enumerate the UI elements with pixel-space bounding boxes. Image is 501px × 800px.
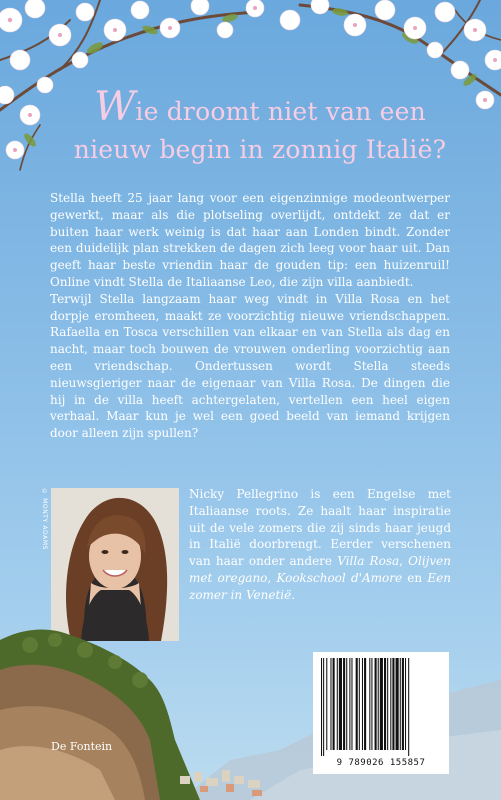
barcode-bar [349, 658, 350, 750]
blurb-paragraph: Stella heeft 25 jaar lang voor een eigenzinnige modeontwerper gewerkt, maar als die plotseling overlijdt, ontdekt ze dat er buiten haar werk weinig is dat haar aan Londen bindt. Zonder een duidelijk plan strekken de dagen zich leeg voor haar uit. Dan geeft haar beste vriendin haar de gouden tip: een huizenruil! Online vindt Stella de Italiaanse Leo, die zijn villa aanbiedt. [50, 191, 450, 289]
bio-book-title: Een zomer in Venetië [189, 570, 451, 602]
barcode-bar [369, 658, 370, 750]
barcode-bar [380, 658, 383, 750]
barcode-bar [396, 658, 399, 750]
barcode-bars [319, 658, 443, 756]
barcode-bar [333, 658, 335, 750]
barcode-bar [362, 658, 363, 750]
tagline-line-1 [40, 84, 480, 131]
barcode-bar [346, 658, 347, 750]
bio-separator: en [402, 570, 428, 585]
barcode-bar [392, 658, 394, 750]
barcode-bar [337, 658, 338, 750]
tagline-initial: W [94, 84, 136, 130]
publisher-name: De Fontein [51, 740, 113, 753]
barcode-bar [384, 658, 386, 750]
bio-end: . [291, 587, 296, 602]
barcode-bar [356, 658, 358, 750]
barcode-bar [321, 658, 322, 756]
bio-separator: , [267, 570, 277, 585]
bio-text: Nicky Pellegrino is een Engelse met Italiaanse roots. Ze haalt haar inspiratie uit de vele zomers die zij sinds haar jeugd in Italië doorbrengt. Eerder verschenen van haar onder andere [189, 487, 451, 569]
barcode-bar [387, 658, 388, 750]
barcode-bar [326, 658, 327, 750]
barcode-bar [400, 658, 401, 750]
barcode-bar [351, 658, 352, 750]
barcode-bar [378, 658, 379, 750]
tagline-line-2: nieuw begin in zonnig Italië? [73, 135, 447, 164]
barcode-bar [371, 658, 372, 750]
blurb-paragraph: Terwijl Stella langzaam haar weg vindt in Villa Rosa en het dorpje eromheen, maakt ze voorzichtig nieuwe vriendschappen. Rafaella en Tosca verschillen van elkaar en van Stella als dag en nacht, maar toch bouwen de vrouwen onderling voorzichtig aan een vriendschap. Ondertussen wordt Stella steeds nieuwsgieriger naar de eigenaar van Villa Rosa. De dingen die hij in de villa heeft achtergelaten, vertellen een heel eigen verhaal. Maar kun je wel een goed beeld van iemand krijgen door alleen zijn spullen? [50, 291, 450, 441]
isbn-barcode [313, 652, 449, 774]
barcode-bar [408, 658, 409, 756]
barcode-bar [359, 658, 360, 750]
author-bio [189, 486, 451, 604]
tagline [40, 84, 480, 169]
bio-separator: , [399, 554, 409, 569]
bio-book-title: Villa Rosa [337, 554, 400, 569]
barcode-bar [402, 658, 404, 750]
barcode-bar [330, 658, 331, 750]
barcode-bar [405, 658, 406, 750]
barcode-bar [375, 658, 377, 750]
bio-book-title: Olijven met oregano [189, 554, 452, 585]
blurb-text [50, 190, 450, 442]
bio-book-title: Kookschool d'Amore [276, 570, 403, 585]
tagline-line-1-text: ie droomt niet van een [135, 97, 426, 126]
isbn-number: 9 789026 155857 [336, 758, 426, 768]
barcode-bar [343, 658, 345, 750]
barcode-bar [390, 658, 391, 750]
barcode-bar [323, 658, 324, 756]
barcode-bar [364, 658, 366, 750]
barcode-bar [339, 658, 342, 750]
photo-credit: © MONTY ADAMS [41, 488, 48, 551]
